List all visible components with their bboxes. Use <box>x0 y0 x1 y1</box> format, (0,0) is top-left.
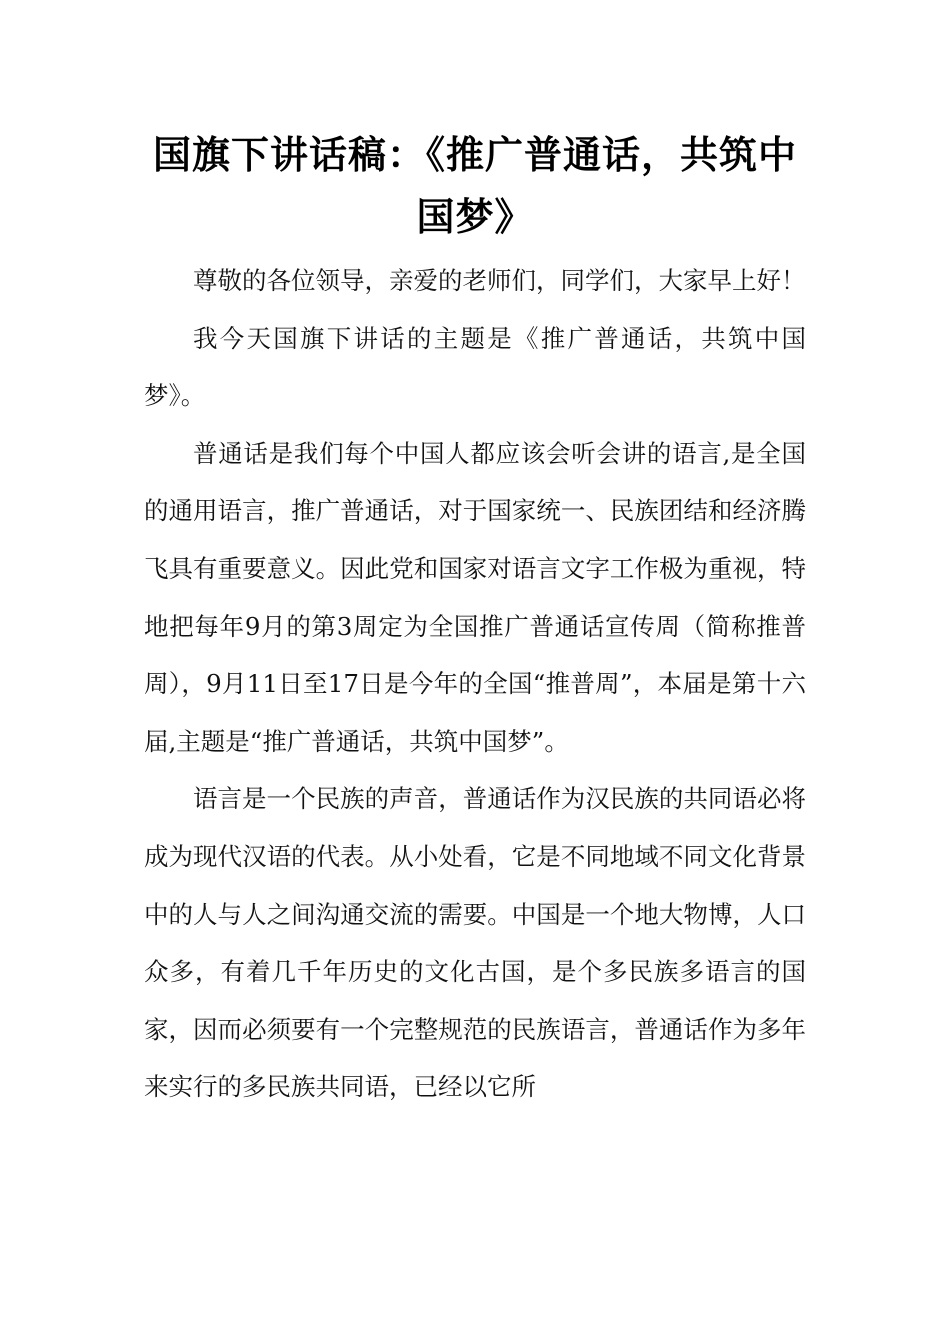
document-body <box>144 252 806 1116</box>
paragraph-putonghua-week: 普通话是我们每个中国人都应该会听会讲的语言,是全国的通用语言，推广普通话，对于国家统一、民族团结和经济腾飞具有重要意义。因此党和国家对语言文字工作极为重视，特地把每年9月的第3周定为全国推广普通话宣传周（简称推普周），9月11日至17日是今年的全国“推普周”，本届是第十六届,主题是“推广普通话，共筑中国梦”。 <box>144 438 806 756</box>
paragraph-language-voice: 语言是一个民族的声音，普通话作为汉民族的共同语必将成为现代汉语的代表。从小处看，它是不同地域不同文化背景中的人与人之间沟通交流的需要。中国是一个地大物博，人口众多，有着几千年历史的文化古国，是个多民族多语言的国家，因而必须要有一个完整规范的民族语言，普通话作为多年来实行的多民族共同语，已经以它所 <box>144 784 806 1102</box>
paragraph-topic: 我今天国旗下讲话的主题是《推广普通话，共筑中国梦》。 <box>144 323 806 411</box>
document-title: 国旗下讲话稿：《推广普通话，共筑中国梦》 <box>152 133 797 239</box>
paragraph-greeting: 尊敬的各位领导，亲爱的老师们，同学们，大家早上好！ <box>193 266 806 295</box>
